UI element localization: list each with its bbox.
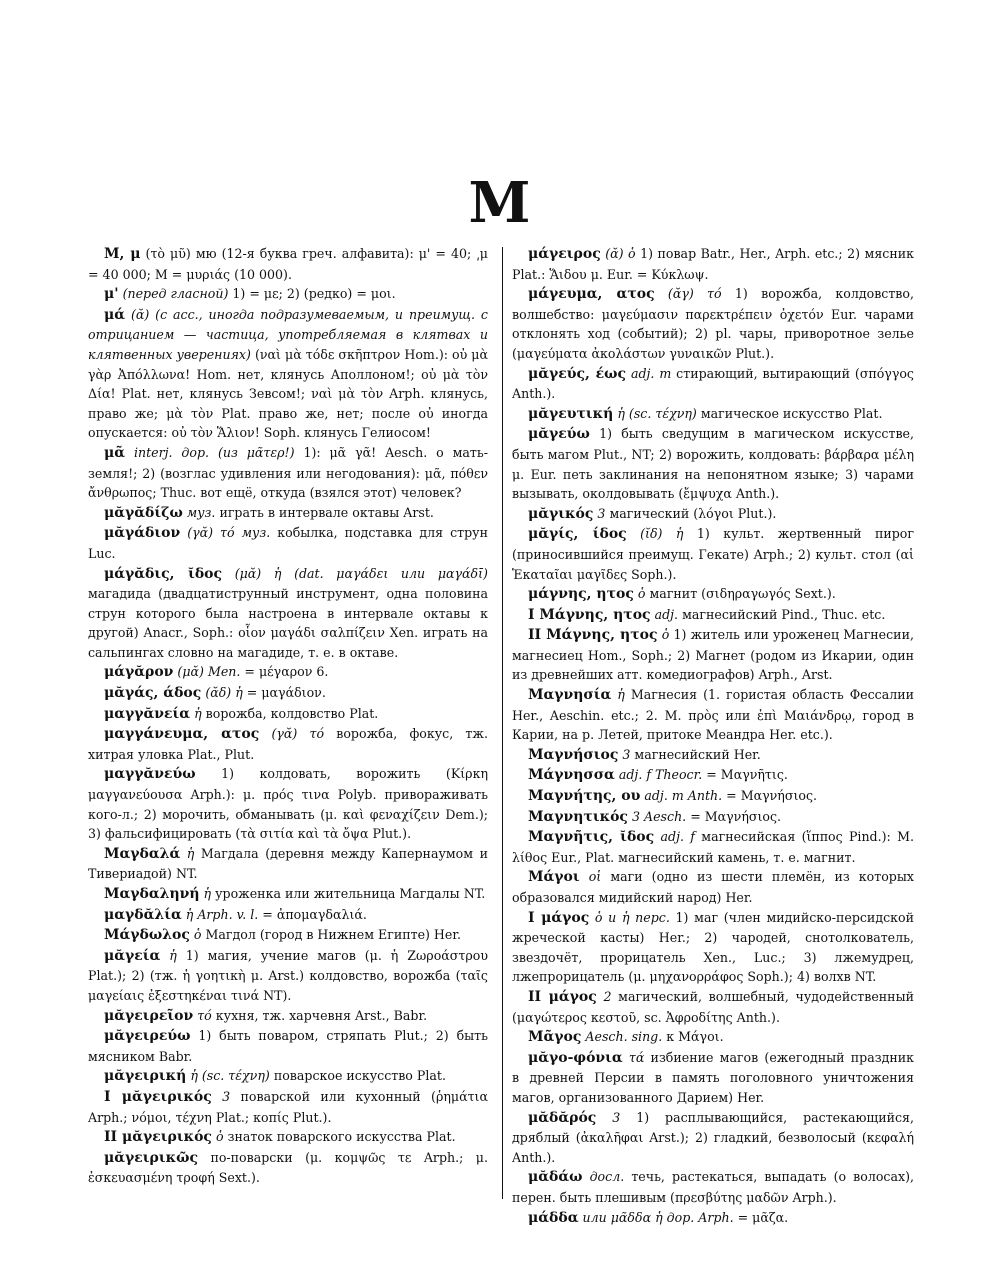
left-column xyxy=(88,244,488,1188)
entry-grammar: ἡ xyxy=(186,845,195,861)
entry-headword: μάδδα xyxy=(528,1209,579,1226)
dictionary-entry xyxy=(88,1087,488,1127)
dictionary-entry xyxy=(88,1006,488,1027)
entry-grammar: (μᾰ) Men. xyxy=(177,664,241,680)
entry-grammar: (перед гласной) xyxy=(122,286,229,302)
entry-definition: (ναὶ μὰ τόδε σκῆπτρον Hom.): οὐ μὰ γὰρ Ἀπόλλωνα! Hom. нет, клянусь Аполлоном!; οὐ μὰ τὸν Δία! Plat. нет, клянусь Зевсом!; ναὶ μὰ τὸν Arph. клянусь, право же; μὰ τὸν Plat. право же, нет; после οὐ иногда опускается: οὐ τὸν Ἅλιον! Soph. клянусь Гелиосом! xyxy=(88,346,488,441)
entry-headword: I Μάγνης, ητος xyxy=(528,606,651,623)
entry-grammar: interj. дор. (из μᾶτερ!) xyxy=(133,444,295,460)
entry-headword: μαγγάνευμα, ατος xyxy=(104,726,260,743)
entry-definition: магнесийский Pind., Thuc. etc. xyxy=(682,606,886,622)
entry-headword: μᾰγίς, ίδος xyxy=(528,526,627,543)
dictionary-entry xyxy=(88,683,488,704)
entry-definition: магнесийский Her. xyxy=(634,746,761,762)
entry-grammar: τό xyxy=(197,1007,212,1023)
entry-grammar: 3 xyxy=(612,1109,621,1125)
entry-headword: μᾰγᾰδίζω xyxy=(104,504,183,521)
dictionary-entry xyxy=(512,605,914,626)
entry-definition: = μαγάδιον. xyxy=(246,685,326,701)
dictionary-entry xyxy=(512,867,914,907)
entry-definition: магнит (σιδηραγωγός Sext.). xyxy=(649,586,836,602)
entry-grammar: ἡ xyxy=(617,687,625,703)
entry-headword: II μᾰγειρικός xyxy=(104,1129,212,1146)
dictionary-entry xyxy=(512,908,914,987)
dictionary-entry xyxy=(88,1066,488,1087)
entry-grammar: 2 xyxy=(603,988,612,1004)
entry-headword: μᾰγάδιον xyxy=(104,525,181,542)
dictionary-entry xyxy=(512,807,914,828)
entry-headword: Μᾶγος xyxy=(528,1029,582,1046)
entry-headword: μᾰγικός xyxy=(528,505,594,522)
entry-headword: Μάγδωλος xyxy=(104,927,190,944)
entry-definition: по-поварски (μ. κομψῶς τε Arph.; μ. ἐσκευασμένη τροφή Sext.). xyxy=(88,1149,488,1186)
entry-definition: 1) расплывающийся, растекающийся, дряблый (ἀκαλῆφαι Arst.); 2) гладкий, безволосый (κεφαλή Anth.). xyxy=(512,1109,914,1165)
entry-definition: 1) колдовать, ворожить (Κίρκη μαγγανεύουσα Arph.): μ. πρός τινα Polyb. привораживать кого-л.; 2) морочить, обманывать (μ. καὶ φεναχίζειν Dem.); 3) фальсифицировать (τὰ σιτία καὶ τὰ ὄψα Plut.). xyxy=(88,766,488,842)
entry-definition: магнесийская (ἵππος Pind.): Μ. λίθος Eur., Plat. магнесийский камень, т. е. магнит. xyxy=(512,829,914,865)
entry-definition: уроженка или жительница Магдалы NT. xyxy=(215,886,486,901)
entry-headword: μᾰγειρική xyxy=(104,1068,187,1085)
dictionary-entry xyxy=(512,244,914,284)
entry-grammar: adj. f xyxy=(660,829,695,845)
entry-definition: = Μαγνήσιος. xyxy=(726,788,818,804)
entry-headword: II μάγος xyxy=(528,988,597,1005)
entry-grammar: ὁ xyxy=(637,586,646,602)
dictionary-entry xyxy=(512,404,914,425)
dictionary-entry xyxy=(88,443,488,503)
entry-definition: поварской или кухонный (ῥημάτια Arph.; νόμοι, τέχνη Plat.; κοπίς Plut.). xyxy=(88,1088,488,1125)
entry-definition: = Μαγνήσιος. xyxy=(690,808,782,824)
entry-definition: Магдол (город в Нижнем Египте) Her. xyxy=(205,927,462,943)
entry-definition: кухня, тж. харчевня Arst., Babr. xyxy=(215,1007,428,1023)
entry-grammar: досл. xyxy=(589,1169,625,1185)
entry-definition: ворожба, фокус, тж. хитрая уловка Plat., Plut. xyxy=(88,726,488,762)
dictionary-entry xyxy=(512,524,914,584)
entry-headword: μαγγᾰνεία xyxy=(104,705,191,722)
entry-headword: μᾰγευτική xyxy=(528,405,614,422)
entry-grammar: ἡ xyxy=(194,705,202,721)
entry-grammar: (ᾰδ) ἡ xyxy=(205,685,243,701)
entry-headword: Μαγνησία xyxy=(528,687,612,704)
entry-headword: μᾰγεία xyxy=(104,947,161,964)
dictionary-entry xyxy=(512,745,914,766)
entry-headword: μ' xyxy=(104,286,119,303)
entry-definition: Магдала (деревня между Капернаумом и Тивериадой) NT. xyxy=(88,845,488,882)
entry-definition: избиение магов (ежегодный праздник в древней Персии в память поголовного уничтожения магов, организованного Дарием) Her. xyxy=(512,1049,914,1105)
entry-grammar: муз. xyxy=(186,504,216,520)
dictionary-entry xyxy=(88,244,488,284)
dictionary-entry xyxy=(512,625,914,685)
entry-grammar: 3 Aesch. xyxy=(631,808,687,824)
entry-definition: кобылка, подставка для струн Luc. xyxy=(88,525,488,561)
dictionary-entry xyxy=(88,284,488,305)
entry-headword: μάγᾰδις, ῐδος xyxy=(104,565,223,582)
entry-definition: играть в интервале октавы Arst. xyxy=(219,504,434,520)
entry-headword: μᾰδᾰρός xyxy=(528,1109,597,1126)
entry-definition: маги (одно из шести племён, из которых образовался мидийский народ) Her. xyxy=(512,869,914,905)
entry-definition: 1) житель или уроженец Магнесии, магнесиец Hom., Soph.; 2) Магнет (родом из Икарии, один из древнейших атт. комедиографов) Arph., Arst. xyxy=(512,627,914,683)
entry-headword: μαγγᾰνεύω xyxy=(104,766,196,783)
entry-grammar: ὁ xyxy=(193,927,202,943)
entry-grammar: ἡ (sc. τέχνη) xyxy=(617,405,697,421)
dictionary-entry xyxy=(512,584,914,605)
entry-headword: μᾰγεύω xyxy=(528,426,590,443)
entry-grammar: οἱ xyxy=(588,869,602,885)
entry-headword: I μᾰγειρικός xyxy=(104,1088,212,1105)
dictionary-entry xyxy=(88,925,488,946)
entry-headword: I μάγος xyxy=(528,909,590,926)
entry-grammar: ὁ xyxy=(661,627,670,643)
dictionary-entry xyxy=(512,1167,914,1207)
entry-headword: μᾰγεύς, έως xyxy=(528,365,627,382)
dictionary-entry xyxy=(88,523,488,563)
dictionary-entry xyxy=(88,305,488,443)
entry-definition: 1) = με; 2) (редко) = μοι. xyxy=(232,286,396,302)
entry-headword: μάγνης, ητος xyxy=(528,586,634,603)
dictionary-entry xyxy=(88,724,488,764)
entry-definition: 1): μᾶ γᾶ! Aesch. о мать-земля!; 2) (возглас удивления или негодования): μᾶ, πόθεν ἄνθρωπος; Thuc. вот ещё, откуда (взялся этот) человек? xyxy=(88,444,489,501)
entry-headword: Μαγδαληνή xyxy=(104,886,200,902)
entry-definition: магадида (двадцатиструнный инструмент, одна половина струн которого была настроена в интервале октавы к другой) Anacr., Soph.: οἷον μαγάδι σαλπίζειν Xen. играть на сальпингах словно на магадиде, т. е. в октаве. xyxy=(88,586,488,660)
entry-headword: μᾰγειρικῶς xyxy=(104,1149,198,1166)
entry-headword: μάγᾰρον xyxy=(104,664,174,681)
entry-grammar: (γᾰ) τό xyxy=(271,726,325,742)
entry-definition: = μέγαρον 6. xyxy=(244,664,329,680)
entry-grammar: ἡ xyxy=(203,886,212,901)
entry-definition: (τὸ μῦ) мю (12-я буква греч. алфавита): μ' = 40; ͵μ = 40 000; Μ = μυριάς (10 000). xyxy=(88,246,488,282)
entry-definition: Магнесия (1. гористая область Фессалии Her., Aeschin. etc.; 2. Μ. πρὸς или ἐπὶ Μαιάνδρῳ, город в Карии, на р. Летей, притоке Меандра Her. etc.). xyxy=(512,687,914,743)
dictionary-entry xyxy=(512,284,914,363)
entry-grammar: Aesch. sing. xyxy=(585,1029,663,1045)
dictionary-entry xyxy=(88,946,488,1006)
right-column xyxy=(512,244,914,1228)
entry-headword: μᾰγάς, άδος xyxy=(104,685,202,702)
entry-headword: μά xyxy=(104,306,126,323)
dictionary-entry xyxy=(512,685,914,745)
dictionary-entry xyxy=(88,662,488,683)
entry-grammar: ἡ Arph. v. l. xyxy=(185,906,259,922)
entry-definition: поварское искусство Plat. xyxy=(273,1068,446,1084)
dictionary-entry xyxy=(88,704,488,725)
dictionary-entry xyxy=(88,503,488,524)
entry-grammar: 3 xyxy=(222,1088,231,1104)
dictionary-entry xyxy=(88,564,488,663)
entry-definition: к Μάγοι. xyxy=(666,1029,724,1045)
entry-headword: μᾰγειρεῖον xyxy=(104,1007,194,1024)
entry-grammar: (ᾰ) (с acc., иногда подразумеваемым, и преимущ. с отрицанием — частица, употребляемая в клятвах и клятвенных уверениях) xyxy=(88,306,488,362)
entry-headword: Μαγνήσιος xyxy=(528,746,619,763)
entry-grammar: adj. m xyxy=(630,365,672,381)
dictionary-entry xyxy=(512,364,914,404)
entry-headword: Μαγδαλά xyxy=(104,845,181,862)
entry-headword: μᾰγειρεύω xyxy=(104,1028,191,1045)
dictionary-entry xyxy=(512,1048,914,1108)
dictionary-entry xyxy=(512,424,914,503)
dictionary-entry xyxy=(512,1027,914,1048)
entry-headword: II Μάγνης, ητος xyxy=(528,627,658,644)
entry-headword: μάγευμα, ατος xyxy=(528,286,655,303)
entry-definition: = ἀπομαγδαλιά. xyxy=(262,906,367,922)
entry-definition: знаток поварского искусства Plat. xyxy=(227,1129,456,1145)
entry-grammar: (ᾰ) ὁ xyxy=(605,246,636,261)
entry-definition: 1) повар Batr., Her., Arph. etc.; 2) мясник Plat.: Ἅιδου μ. Eur. = Κύκλωψ. xyxy=(512,246,914,282)
entry-grammar: (μᾰ) ἡ (dat. μαγάδει или μαγάδῑ) xyxy=(234,565,488,581)
entry-grammar: ἡ xyxy=(169,947,177,963)
entry-headword: Μ, μ xyxy=(104,246,141,262)
dictionary-entry xyxy=(88,1127,488,1148)
entry-definition: стирающий, вытирающий (σπόγγος Anth.). xyxy=(512,365,914,402)
entry-definition: ворожба, колдовство Plat. xyxy=(205,705,379,721)
entry-grammar: 3 xyxy=(597,505,606,521)
entry-definition: = μᾶζα. xyxy=(737,1209,789,1225)
entry-definition: течь, растекаться, выпадать (о волосах), перен. быть плешивым (πρεσβύτης μαδῶν Arph.). xyxy=(512,1169,914,1205)
dictionary-entry xyxy=(88,1148,488,1188)
dictionary-entry xyxy=(88,884,488,905)
dictionary-entry xyxy=(88,764,488,843)
entry-grammar: ἡ (sc. τέχνη) xyxy=(190,1068,270,1084)
entry-grammar: τά xyxy=(628,1049,645,1065)
entry-headword: μᾰγο-φόνια xyxy=(528,1049,623,1066)
dictionary-entry xyxy=(88,844,488,884)
entry-grammar: adj. f Theocr. xyxy=(618,767,703,783)
entry-grammar: ὁ xyxy=(215,1129,224,1145)
entry-headword: μᾶ xyxy=(104,444,126,461)
section-letter: М xyxy=(468,170,532,236)
entry-headword: μαγδᾰλία xyxy=(104,906,182,923)
dictionary-entry xyxy=(512,504,914,525)
dictionary-entry xyxy=(88,905,488,926)
entry-definition: магическое искусство Plat. xyxy=(700,405,883,421)
dictionary-entry xyxy=(512,987,914,1027)
entry-headword: μᾰδάω xyxy=(528,1169,583,1186)
entry-grammar: (ᾰγ) τό xyxy=(667,286,722,302)
entry-grammar: (γᾰ) τό муз. xyxy=(187,525,271,541)
entry-definition: магический (λόγοι Plut.). xyxy=(609,505,777,521)
dictionary-entry xyxy=(512,786,914,807)
entry-headword: Μαγνῆτις, ῐδος xyxy=(528,829,655,846)
entry-grammar: ὁ и ἡ перс. xyxy=(594,909,670,925)
dictionary-entry xyxy=(512,765,914,786)
entry-definition: 1) быть поваром, стряпать Plut.; 2) быть мясником Babr. xyxy=(88,1028,488,1064)
dictionary-entry xyxy=(88,1026,488,1066)
entry-definition: = Μαγνῆτις. xyxy=(706,767,788,783)
entry-headword: μάγειρος xyxy=(528,246,601,262)
entry-grammar: или μᾶδδα ἡ дор. Arph. xyxy=(582,1209,734,1225)
entry-definition: магический, волшебный, чудодейственный (μαγώτερος κεστοῦ, sc. Ἀφροδίτης Anth.). xyxy=(512,988,914,1025)
column-divider xyxy=(502,247,503,1199)
entry-definition: 1) культ. жертвенный пирог (приносившийся преимущ. Гекате) Arph.; 2) культ. стол (αἱ Ἑκαταῖαι μαγῖδες Soph.). xyxy=(512,526,914,582)
entry-headword: Μάγνησσα xyxy=(528,767,615,784)
entry-grammar: adj. xyxy=(654,606,679,622)
entry-grammar: 3 xyxy=(622,746,631,762)
entry-grammar: adj. m Anth. xyxy=(644,788,723,804)
entry-headword: Μαγνήτης, ου xyxy=(528,788,641,805)
entry-definition: 1) маг (член мидийско-персидской жреческой касты) Her.; 2) чародей, снотолкователь, звездочёт, прорицатель Xen., Luc.; 3) лжемудрец, лжепрорицатель (μ. μηχανορράφος Soph.); 4) волхв NT. xyxy=(512,909,914,985)
entry-definition: 1) магия, учение магов (μ. ἡ Ζωροάστρου Plat.); 2) (тж. ἡ γοητικὴ μ. Arst.) колдовство, ворожба (ταῖς μαγείαις ἐξεστηκέναι τινά NT). xyxy=(88,947,488,1003)
entry-definition: 1) ворожба, колдовство, волшебство: μαγεύμασιν παρεκτρέπειν ὀχετόν Eur. чарами отклонять ход (событий); 2) pl. чары, приворотное зелье (μαγεύματα ἀκολάστων γυναικῶν Plut.). xyxy=(512,286,914,361)
dictionary-entry xyxy=(512,1108,914,1168)
dictionary-entry xyxy=(512,1208,914,1229)
entry-definition: 1) быть сведущим в магическом искусстве, быть магом Plut., NT; 2) ворожить, колдовать: βάρβαρα μέλη μ. Eur. петь заклинания на непонятном языке; 3) чарами вызывать, околдовывать (ἔμψυχα Anth.). xyxy=(512,426,914,502)
dictionary-entry xyxy=(512,827,914,867)
entry-headword: Μαγνητικός xyxy=(528,808,628,825)
entry-grammar: (ῐδ) ἡ xyxy=(640,526,684,542)
entry-headword: Μάγοι xyxy=(528,869,580,886)
